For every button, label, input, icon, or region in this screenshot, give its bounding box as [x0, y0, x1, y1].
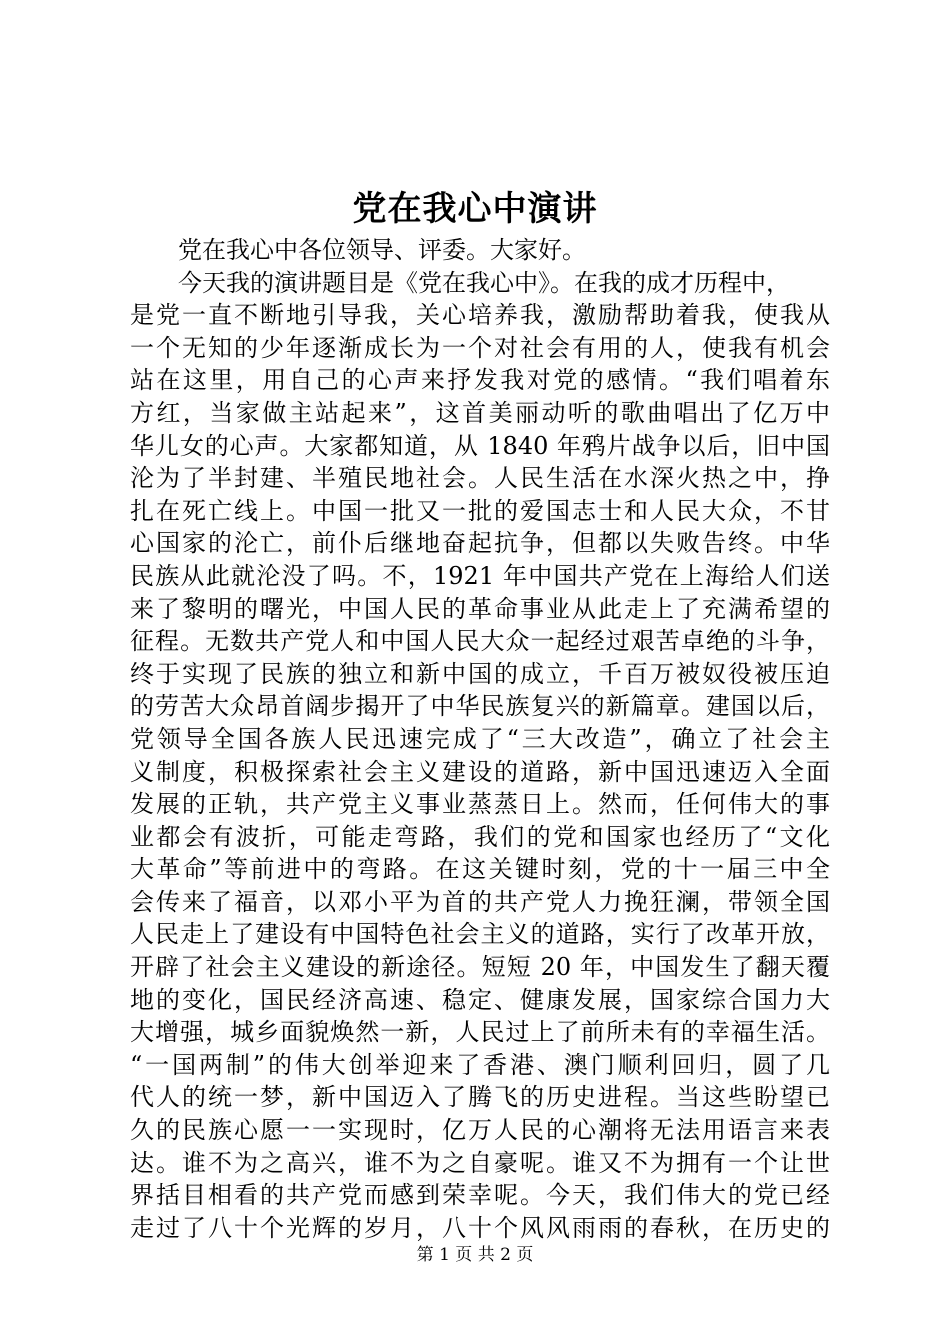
body-line: 一个无知的少年逐渐成长为一个对社会有用的人，使我有机会: [130, 333, 830, 362]
greeting-line: 党在我心中各位领导、评委。大家好。: [178, 236, 586, 264]
body-line: 久的民族心愿一一实现时，亿万人民的心潮将无法用语言来表: [130, 1116, 830, 1145]
body-line: 义制度，积极探索社会主义建设的道路，新中国迅速迈入全面: [130, 757, 830, 786]
body-line: 走过了八十个光辉的岁月，八十个风风雨雨的春秋，在历史的: [130, 1213, 830, 1242]
body-line: 心国家的沦亡，前仆后继地奋起抗争，但都以失败告终。中华: [130, 529, 830, 558]
body-line: 地的变化，国民经济高速、稳定、健康发展，国家综合国力大: [130, 985, 830, 1014]
body-line: 大革命”等前进中的弯路。在这关键时刻，党的十一届三中全: [130, 855, 830, 884]
page-footer: 第 1 页 共 2 页: [416, 1245, 534, 1265]
body-line: 沦为了半封建、半殖民地社会。人民生活在水深火热之中，挣: [130, 464, 830, 493]
body-line: 大增强，城乡面貌焕然一新，人民过上了前所未有的幸福生活。: [130, 1018, 830, 1047]
body-line: 业都会有波折，可能走弯路，我们的党和国家也经历了“文化: [130, 822, 830, 851]
body-line: 界括目相看的共产党而感到荣幸呢。今天，我们伟大的党已经: [130, 1181, 830, 1210]
body-line: 开辟了社会主义建设的新途径。短短 20 年，中国发生了翻天覆: [130, 953, 830, 982]
body-line: “一国两制”的伟大创举迎来了香港、澳门顺利回归，圆了几: [130, 1050, 830, 1079]
document-title: 党在我心中演讲: [352, 189, 598, 229]
body-line: 是党一直不断地引导我，关心培养我，激励帮助着我，使我从: [130, 301, 830, 330]
body-line: 党领导全国各族人民迅速完成了“三大改造”，确立了社会主: [130, 724, 830, 753]
body-line: 扎在死亡线上。中国一批又一批的爱国志士和人民大众，不甘: [130, 496, 830, 525]
body-line: 人民走上了建设有中国特色社会主义的道路，实行了改革开放，: [130, 920, 830, 949]
body-line: 来了黎明的曙光，中国人民的革命事业从此走上了充满希望的: [130, 594, 830, 623]
paragraph-first-line: 今天我的演讲题目是《党在我心中》。在我的成才历程中，: [178, 268, 790, 297]
body-line: 方红，当家做主站起来”，这首美丽动听的歌曲唱出了亿万中: [130, 398, 830, 427]
body-line: 站在这里，用自己的心声来抒发我对党的感情。“我们唱着东: [130, 366, 830, 395]
body-line: 华儿女的心声。大家都知道，从 1840 年鸦片战争以后，旧中国: [130, 431, 830, 460]
body-line: 征程。无数共产党人和中国人民大众一起经过艰苦卓绝的斗争，: [130, 627, 830, 656]
document-body: [130, 234, 830, 1244]
body-line: 代人的统一梦，新中国迈入了腾飞的历史进程。当这些盼望已: [130, 1083, 830, 1112]
body-line: 达。谁不为之高兴，谁不为之自豪呢。谁又不为拥有一个让世: [130, 1148, 830, 1177]
body-line: 终于实现了民族的独立和新中国的成立，千百万被奴役被压迫: [130, 659, 830, 688]
body-line: 发展的正轨，共产党主义事业蒸蒸日上。然而，任何伟大的事: [130, 790, 830, 819]
body-line: 会传来了福音，以邓小平为首的共产党人力挽狂澜，带领全国: [130, 887, 830, 916]
body-line: 民族从此就沦没了吗。不，1921 年中国共产党在上海给人们送: [130, 561, 830, 590]
body-line: 的劳苦大众昂首阔步揭开了中华民族复兴的新篇章。建国以后，: [130, 692, 830, 721]
